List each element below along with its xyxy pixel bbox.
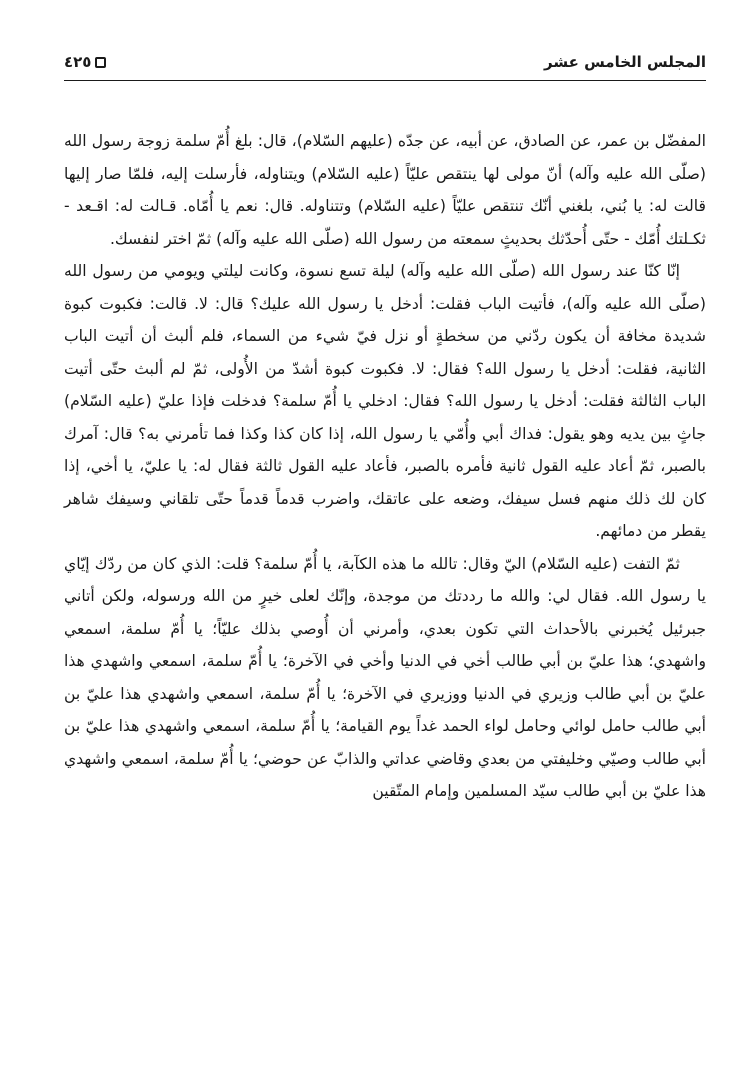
book-page <box>64 44 706 808</box>
page-number-value: ٤٢٥ <box>64 53 92 71</box>
page-number <box>64 53 106 71</box>
paragraph-2: إنّا كنّا عند رسول الله (صلّى الله عليه وآله) ليلة تسع نسوة، وكانت ليلتي ويومي من رسول الله (صلّى الله عليه وآله)، فأتيت الباب فقلت: أدخل يا رسول الله عليك؟ قال: لا. قالت: فكبوت كبوة شديدة مخافة أن يكون ردّني من سخطةٍ أو نزل فيّ شيء من السماء، فلم ألبث أن أتيت الباب الثانية، فقلت: أدخل يا رسول الله؟ فقال: لا. فكبوت كبوة أشدّ من الأُولى، ثمّ لم ألبث حتّى أتيت الباب الثالثة فقلت: أدخل يا رسول الله؟ فقال: ادخلي يا أُمّ سلمة؟ فدخلت فإذا عليّ (عليه السّلام) جاثٍ بين يديه وهو يقول: فداك أبي وأُمّي يا رسول الله، إذا كان كذا وكذا فما تأمرني به؟ قال: آمرك بالصبر، ثمّ أعاد عليه القول ثانية فأمره بالصبر، فأعاد عليه القول ثالثة فقال له: يا عليّ، يا أخي، إذا كان لك ذلك منهم فسل سيفك، وضعه على عاتقك، واضرب قدماً قدماً حتّى تلقاني وسيفك شاهر يقطر من دمائهم. <box>64 262 706 540</box>
running-title: المجلس الخامس عشر <box>544 53 706 71</box>
paragraph-3: ثمّ التفت (عليه السّلام) اليّ وقال: تالله ما هذه الكآبة، يا أُمّ سلمة؟ قلت: الذي كان من ردّك إيّاي يا رسول الله. فقال لي: والله ما رددتك من موجدة، وإنّك لعلى خيرٍ من الله ورسوله، ولكن أتاني جبرئيل يُخبرني بالأحداث التي تكون بعدي، وأمرني أن أُوصي بذلك عليّاً؛ يا أُمّ سلمة، اسمعي واشهدي؛ هذا عليّ بن أبي طالب أخي في الدنيا وأخي في الآخرة؛ يا أُمّ سلمة، اسمعي واشهدي هذا عليّ بن أبي طالب وزيري في الدنيا ووزيري في الآخرة؛ يا أُمّ سلمة، اسمعي واشهدي هذا عليّ بن أبي طالب حامل لوائي وحامل لواء الحمد غداً يوم القيامة؛ يا أُمّ سلمة، اسمعي واشهدي هذا عليّ بن أبي طالب وصيّي وخليفتي من بعدي وقاضي عداتي والذابّ عن حوضي؛ يا أُمّ سلمة، اسمعي واشهدي هذا عليّ بن أبي طالب سيّد المسلمين وإمام المتّقين <box>64 554 706 800</box>
running-header <box>64 44 706 81</box>
square-icon <box>95 57 106 68</box>
paragraph-1: المفضّل بن عمر، عن الصادق، عن أبيه، عن جدّه (عليهم السّلام)، قال: بلغ أُمّ سلمة زوجة رسول الله (صلّى الله عليه وآله) أنّ مولى لها ينتقص عليّاً (عليه السّلام) ويتناوله، فأرسلت إليه، فلمّا صار إليها قالت له: يا بُني، بلغني أنّك تنتقص عليّاً (عليه السّلام) وتتناوله. قال: نعم يا أُمّاه. قـالت له: اقـعد - ثكـلتك أُمّك - حتّى أُحدّثك بحديثٍ سمعته من رسول الله (صلّى الله عليه وآله) ثمّ اختر لنفسك. <box>64 132 706 248</box>
body-text <box>64 125 706 808</box>
